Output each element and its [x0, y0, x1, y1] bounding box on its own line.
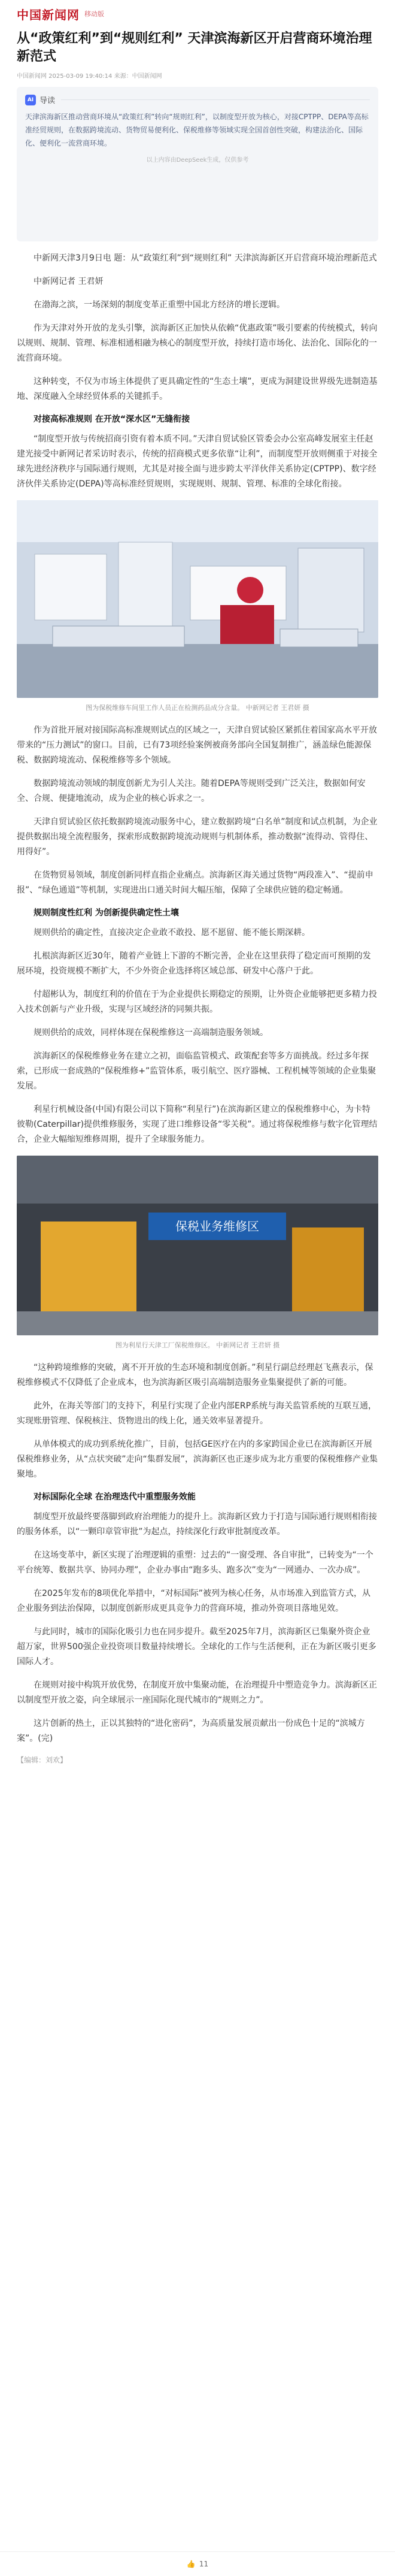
like-button[interactable]: [187, 2560, 208, 2568]
paragraph: 付超彬认为，制度红利的价值在于为企业提供长期稳定的预期，让外资企业能够把更多精力投入技术创新与产业升级，实现与区域经济的同频共振。: [17, 990, 377, 1014]
guide-note: 以上内容由DeepSeek生成，仅供参考: [146, 157, 249, 164]
paragraph: 这种转变，不仅为市场主体提供了更具确定性的“生态土壤”，更成为洞建设世界级先进制造基地、深度融入全球经贸体系的关键抓手。: [17, 377, 378, 401]
ai-guide-box: [17, 87, 378, 241]
paragraph: 在货物贸易领域，制度创新同样直指企业痛点。滨海新区海关通过货物“两段准入”、“提前申报”、“绿色通道”等机制，实现进出口通关时间大幅压缩，保障了全球供应链的稳定畅通。: [17, 870, 373, 895]
paragraph: 制度型开放最终要落脚到政府治理能力的提升上。滨海新区致力于打造与国际通行规则相衔接的服务体系，以“一颗印章管审批”为起点，持续深化行政审批制度改革。: [17, 1512, 377, 1537]
byline: 中新网记者 王君妍: [34, 277, 104, 286]
paragraph: 从单体模式的成功到系统化推广，目前，包括GE医疗在内的多家跨国企业已在滨海新区开展保税维修业务，从“点状突破”走向“集群发展”，滨海新区也正逐步成为北方重要的保税维修产业集聚地。: [17, 1440, 378, 1479]
site-logo[interactable]: 中国新闻网: [17, 7, 80, 22]
paragraph: “制度型开放与传统招商引资有着本质不同。”天津自贸试验区管委会办公室高峰发展室主任赵建光接受中新网记者采访时表示，传统的招商模式更多依靠“让利”，而制度型开放则侧重于对接全球先进经济秩序与国际通行规则，尤其是对接全面与进步跨太平洋伙伴关系协定(CPTPP)、数字经济伙伴关系协定(DEPA)等高标准经贸规则，实现规则、规制、管理、标准的全球化衔接。: [17, 434, 378, 489]
svg-text:保税业务维修区: 保税业务维修区: [175, 1219, 259, 1233]
guide-label: 导读: [40, 96, 56, 105]
section-heading: 规则制度性红利 为创新提供确定性土壤: [34, 908, 179, 918]
ai-icon: AI: [25, 95, 36, 105]
paragraph: 作为首批开展对接国际高标准规则试点的区域之一，天津自贸试验区紧抓住着国家高水平开放带来的“压力测试”的窗口。目前，已有73项经验案例被商务部向全国复制推广，涵盖绿色能源保税、数据跨境流动、保税维修等多个领域。: [17, 725, 377, 765]
top-bar: [0, 0, 395, 28]
paragraph: 在2025年发布的8项优化举措中，“对标国际”被列为核心任务，从市场准入到监管方式，从企业服务到法治保障，以制度创新形成更具竞争力的营商环境，推动外资项目落地见效。: [17, 1589, 371, 1613]
thumbs-up-icon: 👍: [186, 2560, 196, 2568]
editor-credit: 【编辑：刘欢】: [17, 1756, 68, 1764]
paragraph: 中新网天津3月9日电 题：从“政策红利”到“规则红利” 天津滨海新区开启营商环境治理新范式: [34, 253, 377, 263]
paragraph: 在这场变革中，新区实现了治理逻辑的重塑：过去的“一窗受理、各自审批”，已转变为“一个平台统筹、数据共享、协同办理”，企业办事由“跑多头、跑多次”变为“一网通办、一次办成”。: [17, 1550, 373, 1575]
paragraph: 在渤海之滨，一场深刻的制度变革正重塑中国北方经济的增长逻辑。: [34, 300, 285, 310]
section-heading: 对标国际化全球 在治理迭代中重塑服务效能: [34, 1492, 196, 1502]
paragraph: 作为天津对外开放的龙头引擎，滨海新区正加快从依赖“优惠政策”吸引要素的传统模式，转向以规则、规制、管理、标准相通相融为核心的制度型开放，持续打造市场化、法治化、国际化的一流营商环境。: [17, 323, 378, 363]
article-body: [0, 241, 395, 1765]
paragraph: 天津自贸试验区依托数据跨境流动服务中心，建立数据跨境“白名单”制度和试点机制，为企业提供数据出境全流程服务，探索形成数据跨境流动规则与机制体系，推动数据“流得动、管得住、用得好”。: [17, 817, 378, 857]
paragraph: 利星行机械设备(中国)有限公司以下简称“利星行”)在滨海新区建立的保税维修中心，为卡特彼勒(Caterpillar)提供维修服务，实现了进口维修设备“零关税”。通过将保税维修与数字化管理结合，企业大幅缩短维修周期，提升了全球服务能力。: [17, 1105, 378, 1144]
paragraph: 与此同时，城市的国际化吸引力也在同步提升。截至2025年7月，滨海新区已集聚外资企业超万家，世界500强企业投资项目数量持续增长。全球化的工作与生活便利，正在为新区吸引更多国际人才。: [17, 1627, 376, 1667]
article-title: 从“政策红利”到“规则红利” 天津滨海新区开启营商环境治理新范式: [17, 31, 372, 64]
photo-caption: 图为利星行天津工厂保税维修区。 中新网记者 王君妍 摄: [115, 1341, 280, 1349]
photo-caption: 图为保税维修车间里工作人员正在检测药品成分含量。 中新网记者 王君妍 摄: [86, 704, 309, 712]
article-meta: 中国新闻网 2025-03-09 19:40:14 来源：中国新闻网: [17, 73, 162, 80]
paragraph: “这种跨境维修的突破，离不开开放的生态环境和制度创新。”利星行副总经理赵飞燕表示，保税维修模式不仅降低了企业成本，也为滨海新区吸引高端制造服务业集聚提供了新的可能。: [17, 1363, 373, 1387]
guide-header: [25, 94, 370, 105]
site-logo-sub: 移动版: [84, 10, 104, 18]
paragraph: 规则供给的成效，同样体现在保税维修这一高端制造服务领域。: [34, 1028, 268, 1038]
paragraph: 此外，在海关等部门的支持下，利星行实现了企业内部ERP系统与海关监管系统的互联互通，实现账册管理、保税核注、货物进出的线上化，通关效率显著提升。: [17, 1401, 377, 1426]
guide-divider: [61, 99, 370, 100]
guide-summary: 天津滨海新区推动营商环境从“政策红利”转向“规则红利”，以制度型开放为核心，对接CPTPP、DEPA等高标准经贸规则，在数据跨境流动、货物贸易便利化、保税维修等领域实现全国首创性突破，构建法治化、国际化、便利化一流营商环境。: [25, 113, 369, 147]
paragraph: 在规则对接中构筑开放优势，在制度开放中集聚动能，在治理提升中塑造竞争力。滨海新区正以制度型开放之姿，向全球展示一座国际化现代城市的“规则之力”。: [17, 1680, 377, 1705]
like-count: 11: [199, 2560, 209, 2568]
paragraph: 扎根滨海新区近30年，随着产业链上下游的不断完善，企业在这里获得了稳定而可预期的发展环境，投资规模不断扩大，不少外资企业选择将区域总部、研发中心落户于此。: [17, 951, 371, 976]
lab-photo[interactable]: [17, 500, 378, 698]
factory-photo[interactable]: [17, 1156, 378, 1335]
paragraph: 数据跨境流动领域的制度创新尤为引人关注。随着DEPA等规则受到广泛关注，数据如何安全、合规、便捷地流动，成为企业的核心诉求之一。: [17, 779, 366, 803]
bottom-bar: [0, 2551, 395, 2576]
paragraph: 滨海新区的保税维修业务在建立之初，面临监管模式、政策配套等多方面挑战。经过多年探索，已形成一套成熟的“保税维修+”监管体系，吸引航空、医疗器械、工程机械等领域的企业集聚发展。: [17, 1051, 376, 1091]
section-heading: 对接高标准规则 在开放“深水区”无缝衔接: [34, 415, 190, 424]
paragraph: 这片创新的热土，正以其独特的“进化密码”，为高质量发展贡献出一份成色十足的“滨城方案”。(完): [17, 1719, 365, 1743]
paragraph: 规则供给的确定性，直接决定企业敢不敢投、愿不愿留、能不能长期深耕。: [34, 928, 310, 938]
